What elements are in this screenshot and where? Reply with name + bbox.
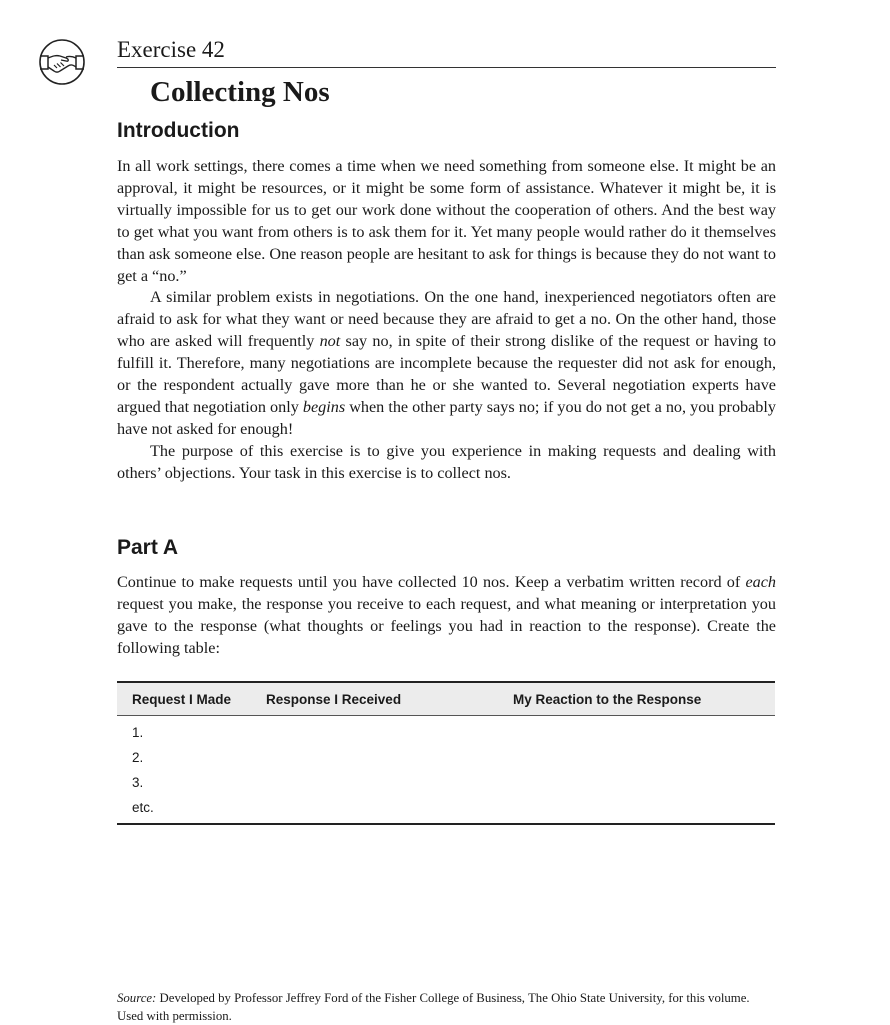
exercise-label: Exercise 42 (117, 37, 225, 62)
row-number: 1. (132, 725, 144, 740)
table-row (117, 716, 775, 746)
row-number: 2. (132, 750, 144, 765)
row-number: etc. (117, 795, 266, 824)
introduction-body (117, 156, 776, 485)
table-header-row (117, 682, 775, 716)
page-title: Collecting Nos (150, 76, 330, 108)
intro-paragraph-1: In all work settings, there comes a time when we need something from someone else. It might be an approval, it might be resources, or it might be some form of assistance. Whatever it might be, it is virtually impossible for us to get our work done without the cooperation of others. And the best way to get what you want from others is to ask them for it. Yet many people would rather do it themselves than ask someone else. One reason people are hesitant to ask for things is because they do not want to get a “no.” (117, 157, 777, 285)
table-row (117, 795, 775, 824)
col-header-response: Response I Received (266, 682, 513, 716)
part-a-heading: Part A (117, 536, 179, 559)
part-a-paragraph: Continue to make requests until you have collected 10 nos. Keep a verbatim written record of each request you make, the response you receive to each request, and what meaning or interpretation you gave to the response (what thoughts or feelings you had in reaction to the response). Create the following table: (117, 573, 776, 657)
table-row (117, 745, 775, 770)
title-divider (117, 67, 776, 68)
col-header-request: Request I Made (117, 682, 266, 716)
record-table (117, 681, 775, 825)
col-header-reaction: My Reaction to the Response (513, 682, 775, 716)
source-note (117, 989, 776, 1025)
row-number: 3. (132, 775, 144, 790)
part-a-body (117, 572, 776, 660)
table-row (117, 770, 775, 795)
source-text: Developed by Professor Jeffrey Ford of the Fisher College of Business, The Ohio State University, for this volume. Used with permission. (117, 991, 750, 1023)
introduction-heading: Introduction (117, 119, 240, 142)
intro-paragraph-3: The purpose of this exercise is to give you experience in making requests and dealing with others’ objections. Your task in this exercise is to collect nos. (117, 441, 776, 482)
source-label: Source: (117, 991, 157, 1005)
intro-paragraph-2: A similar problem exists in negotiations. On the one hand, inexperienced negotiators often are afraid to ask for what they want or need because they are afraid to get a no. On the other hand, those who are asked will frequently not say no, in spite of their strong dislike of the request or having to fulfill it. Therefore, many negotiations are incomplete because the requester did not ask for enough, or the respondent actually gave more than he or she wanted to. Several negotiation experts have argued that negotiation only begins when the other party says no; if you do not get a no, you probably have not asked for enough! (117, 288, 776, 438)
handshake-icon (37, 39, 87, 85)
